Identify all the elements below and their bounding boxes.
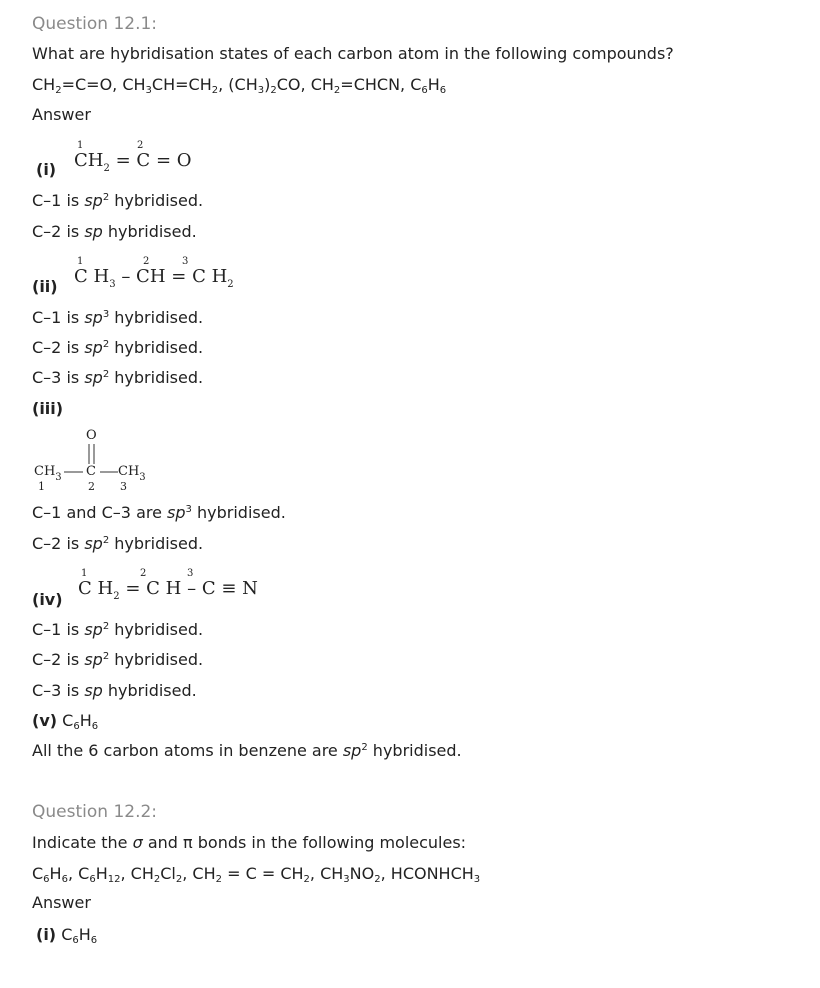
question-title: Question 12.2:: [32, 802, 158, 822]
carbon-number: 2: [88, 480, 95, 493]
molecule: $HCONHCH_3$: [390, 864, 481, 885]
carbon-number: 1: [81, 568, 88, 579]
structure-iv: [78, 568, 258, 608]
compound: $(CH_3)_2CO$,: [228, 75, 306, 96]
part-label-ii: (ii): [32, 277, 58, 296]
left-methyl: $CH_3$: [34, 464, 62, 483]
answer-line: C–3 is sp hybridised.: [32, 681, 197, 700]
carbon-number: 1: [38, 480, 45, 493]
compound: $CH_2=C=O$,: [32, 75, 118, 96]
structure-i: [74, 140, 194, 180]
structure-formula: $CH_2 = C = O$: [74, 150, 192, 174]
compound: $CH_3CH=CH_2$,: [122, 75, 224, 96]
answer-line: C–3 is $sp^2$ hybridised.: [32, 368, 204, 387]
answer-line: C–1 is $sp^3$ hybridised.: [32, 308, 204, 327]
answer-line: C–1 is $sp^2$ hybridised.: [32, 191, 204, 210]
question-title: Question 12.1:: [32, 14, 158, 34]
answer-line: C–2 is $sp^2$ hybridised.: [32, 650, 204, 669]
answer-line: C–2 is $sp^2$ hybridised.: [32, 338, 204, 357]
carbon-number: 2: [137, 140, 144, 151]
compound: $C_6H_6$: [410, 75, 447, 96]
molecule: $C_6H_{12}$,: [78, 864, 126, 885]
carbonyl-carbon: C: [86, 464, 96, 479]
answer-line: C–1 and C–3 are $sp^3$ hybridised.: [32, 503, 286, 522]
answer-label: Answer: [32, 105, 91, 124]
question-prompt: What are hybridisation states of each carbon atom in the following compounds?: [32, 44, 674, 63]
carbon-number: 3: [187, 568, 194, 579]
carbon-number: 2: [143, 256, 150, 267]
answer-line: C–2 is $sp^2$ hybridised.: [32, 534, 204, 553]
part-i: (i) $C_6H_6$: [36, 925, 98, 946]
answer-label: Answer: [32, 893, 91, 912]
molecule: $CH_2 = C = CH_2$,: [192, 864, 315, 885]
compound: $CH_2=CHCN$,: [310, 75, 406, 96]
answer-line: All the 6 carbon atoms in benzene are $sp^2$ hybridised.: [32, 741, 462, 760]
answer-line: C–2 is sp hybridised.: [32, 222, 197, 241]
oxygen-atom: O: [86, 428, 97, 443]
question-prompt: Indicate the σ and π bonds in the following molecules:: [32, 833, 467, 852]
part-label-i: (i): [36, 160, 57, 179]
molecule-list: [32, 864, 480, 884]
carbon-number: 3: [120, 480, 127, 493]
molecule: $CH_3NO_2$,: [320, 864, 386, 885]
part-label-iv: (iv): [32, 590, 63, 609]
right-methyl: $CH_3$: [118, 464, 146, 483]
part-label-iii: (iii): [32, 399, 64, 418]
compound-list: [32, 75, 446, 95]
structure-formula: C $H_3$ – CH = C $H_2$: [74, 266, 234, 290]
carbon-number: 1: [77, 256, 84, 267]
structure-ii: [74, 256, 234, 296]
answer-line: C–1 is $sp^2$ hybridised.: [32, 620, 204, 639]
carbon-number: 3: [182, 256, 189, 267]
molecule: $CH_2Cl_2$,: [130, 864, 188, 885]
molecule: $C_6H_6$,: [32, 864, 74, 885]
carbon-number: 1: [77, 140, 84, 151]
structure-iii: [34, 428, 154, 492]
carbon-number: 2: [140, 568, 147, 579]
part-v: (v) $C_6H_6$: [32, 711, 99, 732]
part-label-v: (v): [32, 711, 58, 730]
part-label-i: (i): [36, 925, 57, 944]
structure-formula: C $H_2 = C$ H – C ≡ N: [78, 578, 258, 602]
